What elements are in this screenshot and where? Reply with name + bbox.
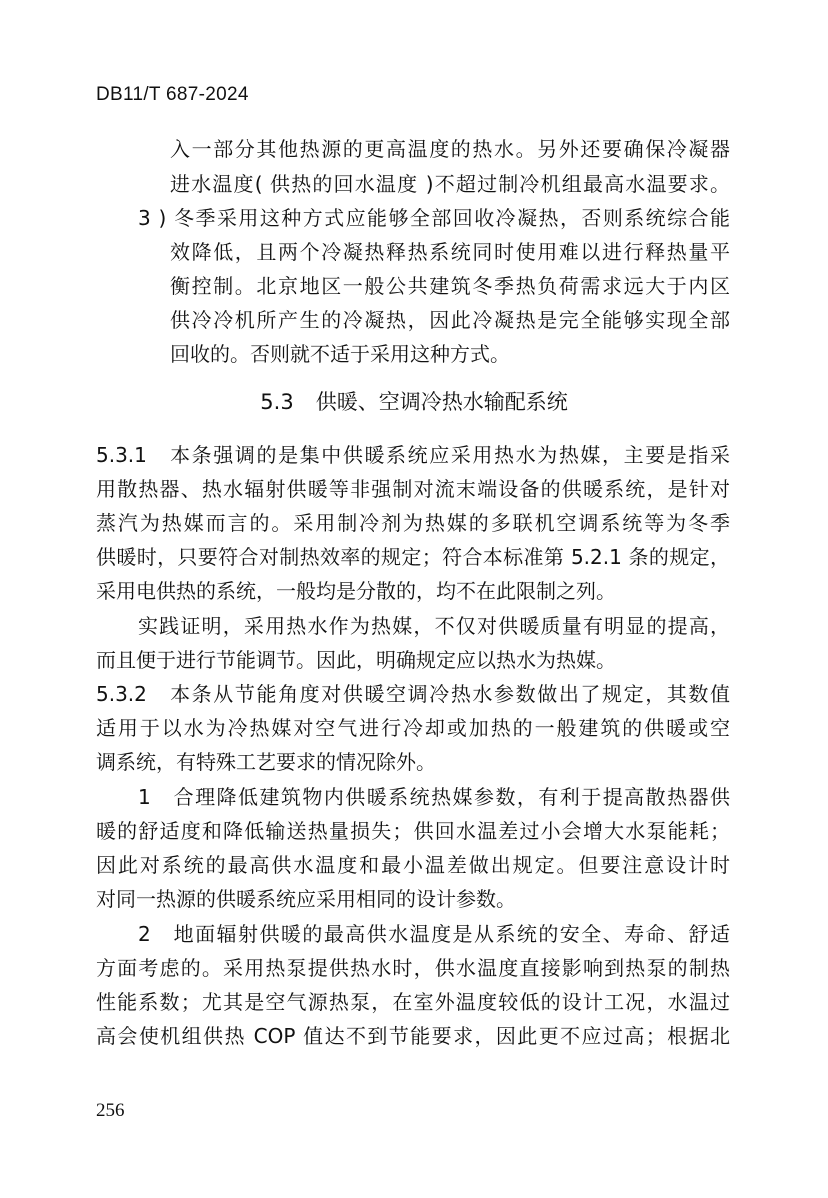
section-heading [0,386,828,416]
text-line: 用散热器、热水辐射供暖等非强制对流末端设备的供暖系统，是针对 [96,477,730,501]
text-line: 对同一热源的供暖系统应采用相同的设计参数。 [96,887,516,911]
text-line: 采用电供热的系统，一般均是分散的，均不在此限制之列。 [96,579,616,603]
text-line: 实践证明，采用热水作为热媒，不仅对供暖质量有明显的提高， [138,614,730,638]
text-line: 供冷冷机所产生的冷凝热，因此冷凝热是完全能够实现全部 [170,308,730,332]
text-line: 3 ) 冬季采用这种方式应能够全部回收冷凝热，否则系统综合能 [138,206,730,230]
text-line: 性能系数；尤其是空气源热泵，在室外温度较低的设计工况，水温过 [96,990,730,1014]
text-line: 回收的。否则就不适于采用这种方式。 [170,342,510,366]
clause-line: 5.3.2 本条从节能角度对供暖空调冷热水参数做出了规定，其数值 [96,682,730,706]
text-line: 进水温度( 供热的回水温度 )不超过制冷机组最高水温要求。 [170,172,730,196]
list-item-line: 2 地面辐射供暖的最高供水温度是从系统的安全、寿命、舒适 [138,922,730,946]
text-line: 方面考虑的。采用热泵提供热水时，供水温度直接影响到热泵的制热 [96,956,730,980]
text-line: 效降低，且两个冷凝热释热系统同时使用难以进行释热量平 [170,240,730,264]
section-title: 供暖、空调冷热水输配系统 [315,390,568,414]
document-code: DB11/T 687-2024 [96,84,249,105]
text-line: 供暖时，只要符合对制热效率的规定；符合本标准第 5.2.1 条的规定， [96,545,730,569]
text-line: 适用于以水为冷热媒对空气进行冷却或加热的一般建筑的供暖或空 [96,716,730,740]
text-line: 蒸汽为热媒而言的。采用制冷剂为热媒的多联机空调系统等为冬季 [96,511,730,535]
clause-line: 5.3.1 本条强调的是集中供暖系统应采用热水为热媒，主要是指采 [96,443,730,467]
text-line: 高会使机组供热 COP 值达不到节能要求，因此更不应过高；根据北 [96,1024,730,1048]
list-item-line: 1 合理降低建筑物内供暖系统热媒参数，有利于提高散热器供 [138,785,730,809]
section-number: 5.3 [260,390,294,414]
text-line: 衡控制。北京地区一般公共建筑冬季热负荷需求远大于内区 [170,274,730,298]
text-line: 而且便于进行节能调节。因此，明确规定应以热水为热媒。 [96,648,616,672]
text-line: 入一部分其他热源的更高温度的热水。另外还要确保冷凝器 [170,137,730,161]
text-line: 暖的舒适度和降低输送热量损失；供回水温差过小会增大水泵能耗； [96,819,730,843]
page-number: 256 [96,1100,125,1121]
text-line: 因此对系统的最高供水温度和最小温差做出规定。但要注意设计时 [96,853,730,877]
text-line: 调系统，有特殊工艺要求的情况除外。 [96,750,436,774]
